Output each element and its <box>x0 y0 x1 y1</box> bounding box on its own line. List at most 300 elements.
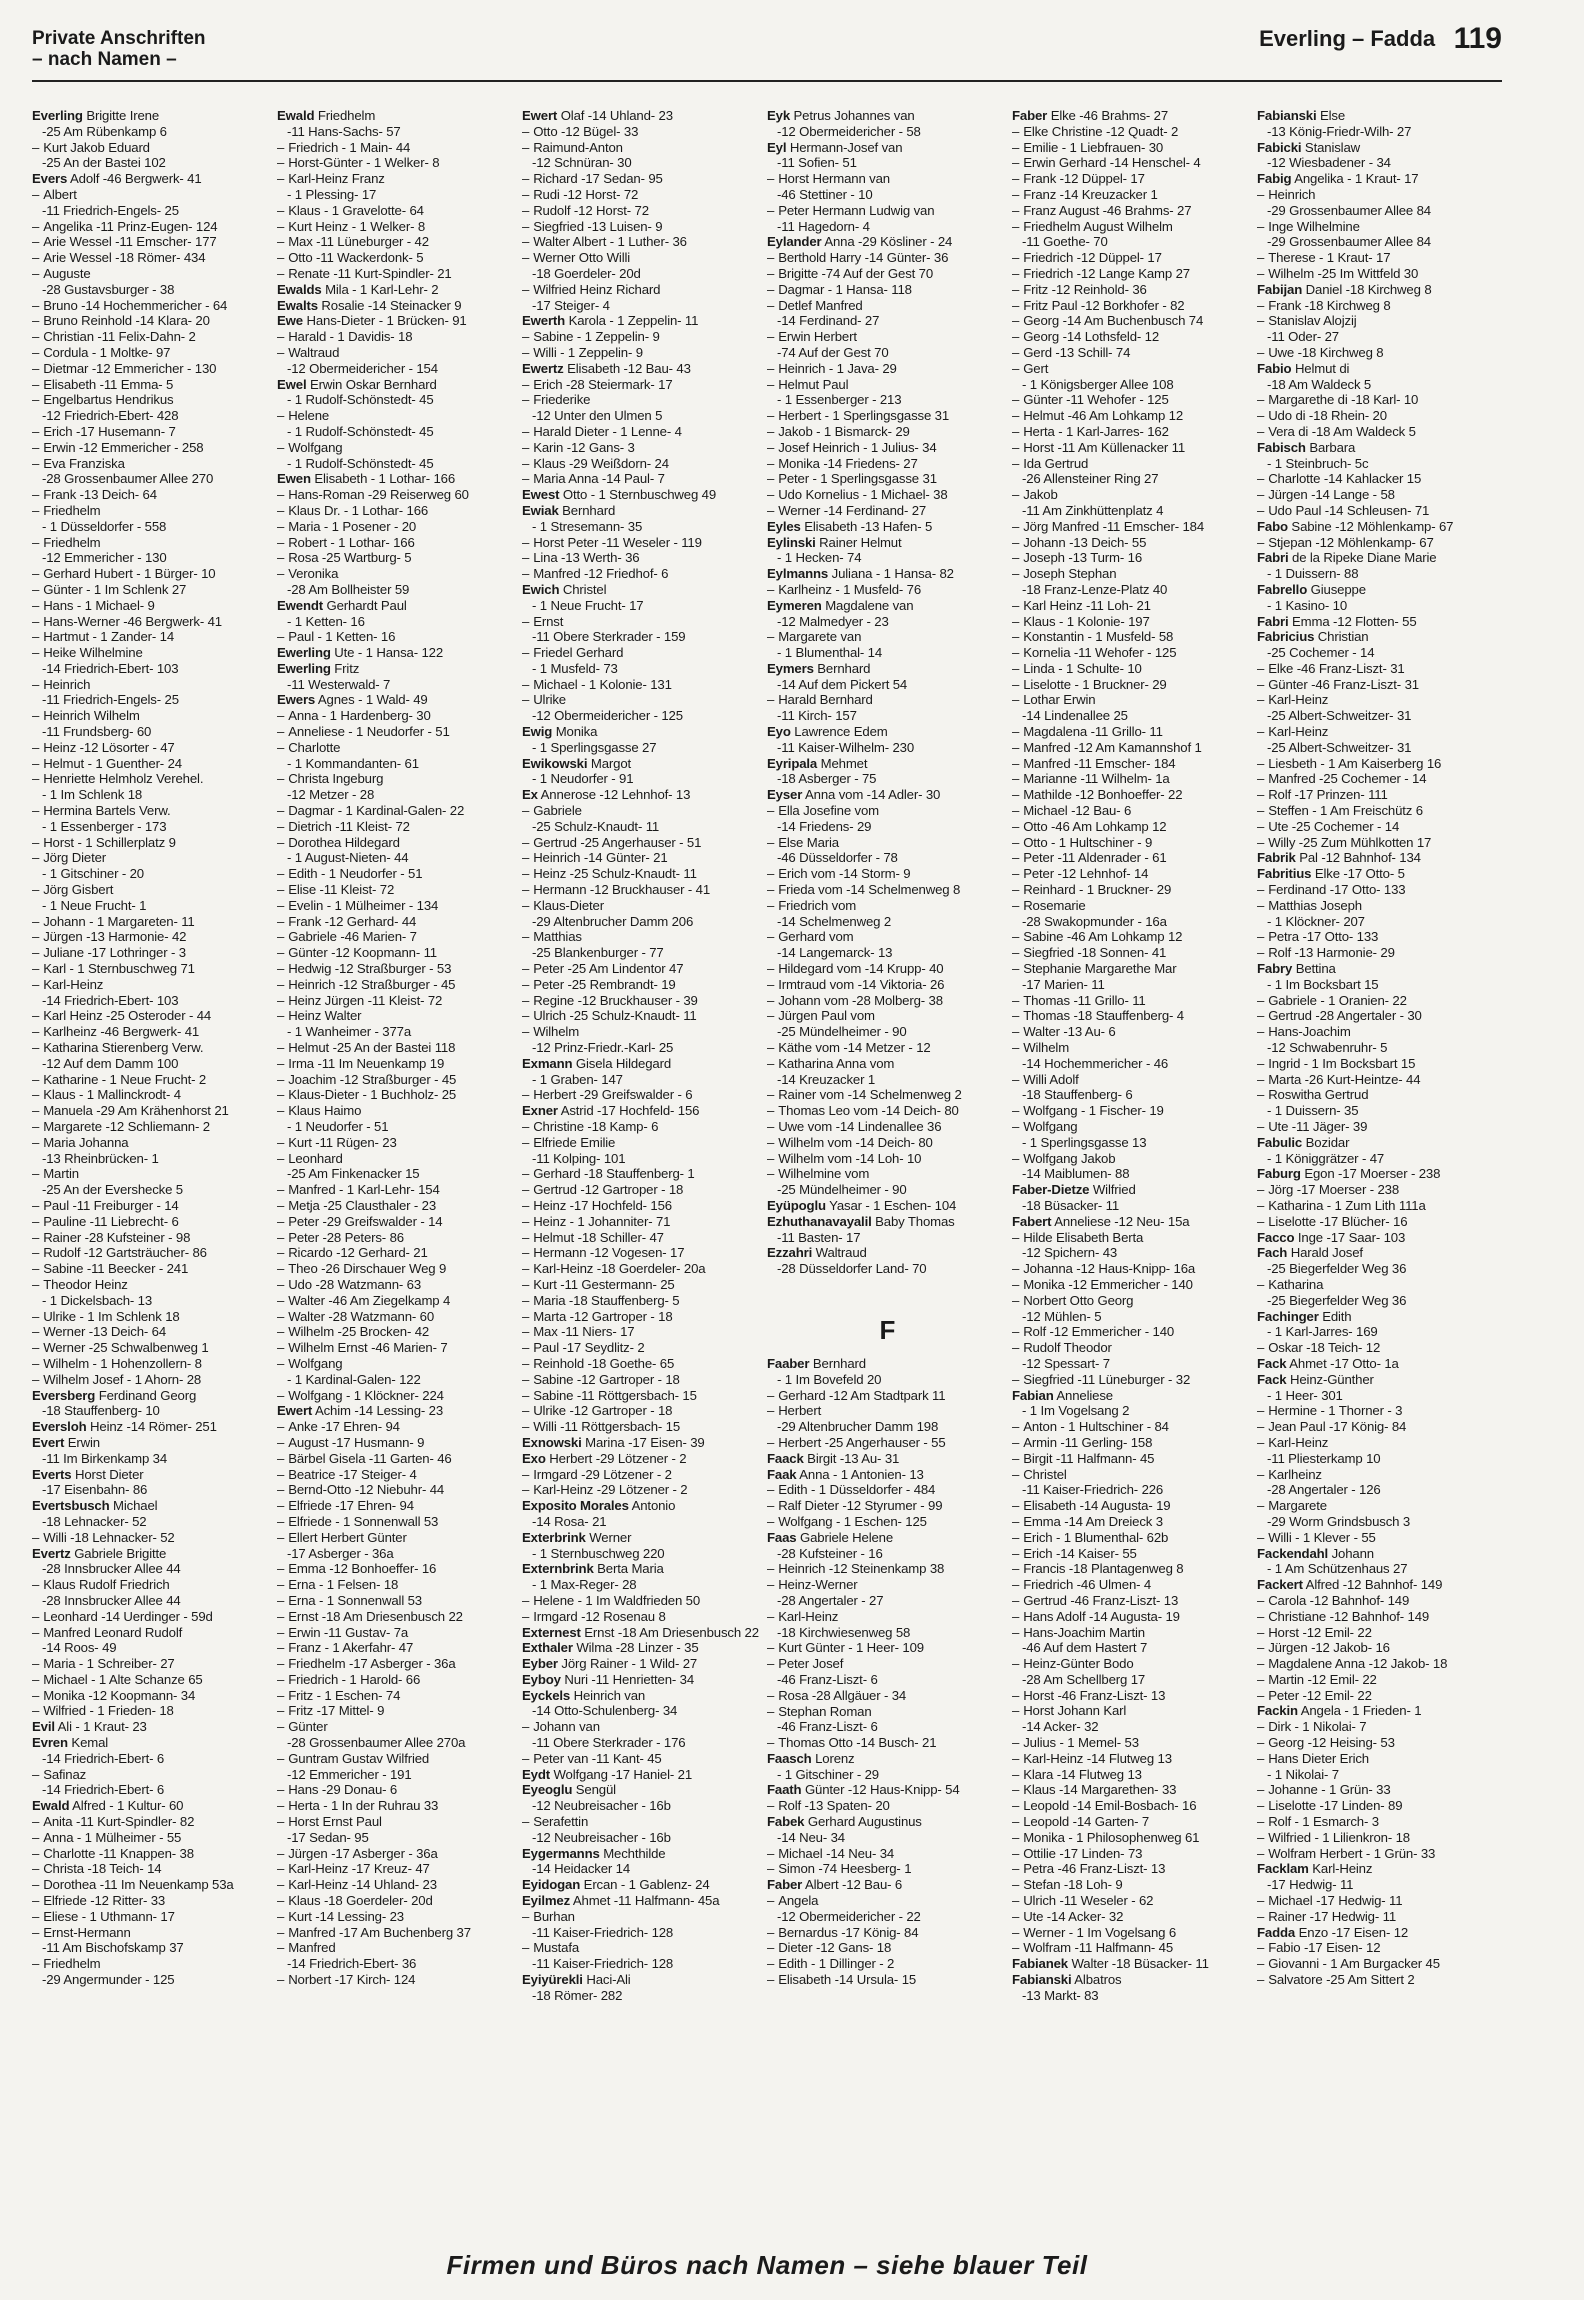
entry-text: Mustafa <box>533 1940 580 1956</box>
entry-text: Wolfgang - 1 Eschen- 125 <box>778 1513 927 1529</box>
entry-dash: – <box>277 882 285 898</box>
entry-text: Reinhard - 1 Bruckner- 29 <box>1023 882 1172 898</box>
sub-entry <box>277 977 518 993</box>
entry-text: Robert - 1 Lothar- 166 <box>288 534 415 550</box>
sub-entry <box>1012 1688 1253 1704</box>
entry-dash: – <box>32 913 40 929</box>
sub-entry <box>1012 1861 1253 1877</box>
surname-entry <box>767 519 1008 535</box>
sub-entry <box>277 1625 518 1641</box>
sub-entry <box>522 1008 763 1024</box>
sub-entry <box>522 898 763 914</box>
surname-entry <box>522 1103 763 1119</box>
entry-text: Mehmet <box>820 755 868 771</box>
surname: Ewiak <box>522 502 559 518</box>
address-line: - 1 Graben- 147 <box>532 1071 623 1087</box>
surname: Ewertz <box>522 360 564 376</box>
sub-entry <box>1012 329 1253 345</box>
entry-text: Hildegard vom -14 Krupp- 40 <box>778 961 944 977</box>
entry-text: Walter -18 Büsacker- 11 <box>1071 1956 1209 1972</box>
address-line: -25 Cochemer - 14 <box>1267 645 1375 661</box>
entry-text: Peter -12 Emil- 22 <box>1268 1687 1372 1703</box>
entry-dash: – <box>277 818 285 834</box>
entry-text: Lina -13 Werth- 36 <box>533 550 640 566</box>
entry-dash: – <box>522 1592 530 1608</box>
sub-entry <box>522 377 763 393</box>
surname: Eyk <box>767 108 791 123</box>
surname: Fabianski <box>1012 1972 1072 1988</box>
address-line: -29 Grossenbaumer Allee 84 <box>1267 202 1431 218</box>
address-line: - 1 Kardinal-Galen- 122 <box>287 1371 421 1387</box>
sub-entry <box>522 1719 763 1735</box>
surname: Ewel <box>277 376 307 392</box>
entry-text: Wolfram -11 Halfmann- 45 <box>1023 1940 1174 1956</box>
sub-entry <box>1012 1893 1253 1909</box>
entry-text: Martin -12 Emil- 22 <box>1268 1671 1377 1687</box>
entry-text: Heinz Walter <box>288 1008 362 1024</box>
entry-text: Otto - 1 Sternbuschweg 49 <box>562 487 717 503</box>
address-line: -25 Am Rübenkamp 6 <box>42 123 167 139</box>
entry-text: Heinrich Wilhelm <box>43 708 140 724</box>
entry-text: Ingrid - 1 Im Bocksbart 15 <box>1268 1055 1416 1071</box>
entry-dash: – <box>767 1608 775 1624</box>
entry-dash: – <box>32 1671 40 1687</box>
entry-text: Angelika -11 Prinz-Eugen- 124 <box>43 218 218 234</box>
entry-dash: – <box>1012 724 1020 740</box>
entry-text: Marianne -11 Wilhelm- 1a <box>1023 771 1170 787</box>
sub-entry <box>767 440 1008 456</box>
address-line: -46 Franz-Liszt- 6 <box>777 1671 878 1687</box>
entry-text: Klaus Haimo <box>288 1103 362 1119</box>
entry-text: Maria Johanna <box>43 1134 129 1150</box>
sub-entry <box>32 929 273 945</box>
surname: Eymers <box>767 660 814 676</box>
surname-entry <box>32 1735 273 1751</box>
surname-entry <box>522 313 763 329</box>
entry-dash: – <box>277 708 285 724</box>
sub-entry <box>32 424 273 440</box>
sub-entry <box>1012 1530 1253 1546</box>
surname-entry <box>277 313 518 329</box>
entry-text: Anneliese <box>1056 1387 1113 1403</box>
sub-entry <box>767 1103 1008 1119</box>
surname: Ewalts <box>277 297 318 313</box>
address-line: -11 Obere Sterkrader - 159 <box>532 629 686 645</box>
entry-text: Uwe -18 Kirchweg 8 <box>1268 344 1384 360</box>
entry-text: Peter - 1 Sperlingsgasse 31 <box>778 471 937 487</box>
entry-dash: – <box>32 502 40 518</box>
sub-entry <box>277 1072 518 1088</box>
surname-entry <box>32 108 273 124</box>
entry-text: Friedhelm <box>43 1956 101 1972</box>
sub-entry <box>32 298 273 314</box>
address-line: - 1 Blumenthal- 14 <box>777 645 883 661</box>
entry-dash: – <box>277 1624 285 1640</box>
sub-entry <box>32 945 273 961</box>
sub-entry <box>522 803 763 819</box>
entry-dash: – <box>522 471 530 487</box>
sub-entry <box>1012 1230 1253 1246</box>
entry-dash: – <box>1012 645 1020 661</box>
sub-entry <box>1012 250 1253 266</box>
entry-text: Waltraud <box>288 344 340 360</box>
entry-text: Wilhelm -25 Im Wittfeld 30 <box>1268 265 1419 281</box>
entry-text: Inge Wilhelmine <box>1268 218 1360 234</box>
sub-entry <box>522 329 763 345</box>
sub-entry <box>277 819 518 835</box>
entry-text: Rolf -13 Harmonie- 29 <box>1268 945 1395 961</box>
sub-entry <box>1257 1735 1498 1751</box>
sub-entry <box>277 1814 518 1830</box>
entry-text: Elfriede Emilie <box>533 1134 616 1150</box>
entry-dash: – <box>1257 1750 1265 1766</box>
entry-text: Horst - 1 Schillerplatz 9 <box>43 834 176 850</box>
entry-dash: – <box>522 1245 530 1261</box>
entry-text: Wolfgang Jakob <box>1023 1150 1116 1166</box>
entry-dash: – <box>767 1150 775 1166</box>
entry-dash: – <box>767 929 775 945</box>
sub-entry <box>767 898 1008 914</box>
entry-dash: – <box>277 629 285 645</box>
entry-text: Gerhard Hubert - 1 Bürger- 10 <box>43 566 216 582</box>
entry-text: Renate -11 Kurt-Spindler- 21 <box>288 265 452 281</box>
entry-dash: – <box>1257 1403 1265 1419</box>
sub-entry <box>1257 993 1498 1009</box>
entry-text: Irma -11 Im Neuenkamp 19 <box>288 1055 445 1071</box>
entry-dash: – <box>277 1608 285 1624</box>
entry-dash: – <box>522 1371 530 1387</box>
sub-entry <box>522 456 763 472</box>
entry-text: Reinhold -18 Goethe- 65 <box>533 1355 675 1371</box>
entry-text: Hermine - 1 Thorner - 3 <box>1268 1403 1403 1419</box>
entry-dash: – <box>522 1324 530 1340</box>
surname: Evren <box>32 1735 68 1751</box>
surname: Ewig <box>522 724 553 740</box>
entry-text: Ercan - 1 Gablenz- 24 <box>583 1877 710 1893</box>
surname-entry <box>1257 614 1498 630</box>
entry-dash: – <box>1257 1529 1265 1545</box>
sub-entry <box>767 803 1008 819</box>
sub-entry <box>32 614 273 630</box>
sub-entry <box>1257 1798 1498 1814</box>
surname: Eymeren <box>767 597 822 613</box>
sub-entry <box>277 1846 518 1862</box>
entry-dash: – <box>277 1924 285 1940</box>
entry-text: Karl Heinz -11 Loh- 21 <box>1023 597 1151 613</box>
sub-entry <box>277 1751 518 1767</box>
sub-entry <box>767 1435 1008 1451</box>
entry-text: Alfred - 1 Kultur- 60 <box>72 1798 184 1814</box>
sub-entry <box>1012 803 1253 819</box>
surname-entry <box>32 1798 273 1814</box>
surname-entry <box>1012 108 1253 124</box>
address-line: -28 Düsseldorfer Land- 70 <box>777 1261 927 1277</box>
sub-entry <box>767 1514 1008 1530</box>
page-range <box>1259 22 1502 56</box>
entry-text: Gertrud -28 Angertaler - 30 <box>1268 1008 1422 1024</box>
sub-entry <box>32 1309 273 1325</box>
entry-dash: – <box>767 1561 775 1577</box>
address-line: -18 Lehnacker- 52 <box>42 1513 147 1529</box>
entry-text: Klaus-Dieter <box>533 897 604 913</box>
entry-text: Oskar -18 Teich- 12 <box>1268 1340 1381 1356</box>
entry-dash: – <box>1012 1450 1020 1466</box>
entry-text: Petra -46 Franz-Liszt- 13 <box>1023 1861 1166 1877</box>
entry-dash: – <box>32 1134 40 1150</box>
surname-entry <box>32 1719 273 1735</box>
surname: Eversberg <box>32 1387 96 1403</box>
entry-dash: – <box>32 234 40 250</box>
entry-text: Christa -18 Teich- 14 <box>43 1861 162 1877</box>
surname-entry <box>522 787 763 803</box>
entry-text: Friedhelm August Wilhelm <box>1023 218 1173 234</box>
surname: Ewalds <box>277 281 322 297</box>
entry-dash: – <box>522 1308 530 1324</box>
entry-text: Günter -12 Koopmann- 11 <box>288 945 437 961</box>
entry-text: Willi - 1 Zeppelin- 9 <box>533 344 643 360</box>
address-line: -11 Westerwald- 7 <box>287 676 391 692</box>
sub-entry <box>32 771 273 787</box>
entry-dash: – <box>522 1213 530 1229</box>
entry-dash: – <box>1257 250 1265 266</box>
directory-column <box>767 108 1012 2218</box>
entry-text: Thomas -11 Grillo- 11 <box>1023 992 1146 1008</box>
sub-entry <box>767 1893 1008 1909</box>
sub-entry <box>522 424 763 440</box>
entry-dash: – <box>32 313 40 329</box>
entry-text: Bernhard <box>562 502 616 518</box>
surname-entry <box>522 1782 763 1798</box>
address-line: - 1 Hecken- 74 <box>777 550 862 566</box>
sub-entry <box>277 535 518 551</box>
entry-text: Leonhard <box>288 1150 343 1166</box>
sub-entry <box>32 187 273 203</box>
sub-entry <box>767 961 1008 977</box>
sub-entry <box>1257 803 1498 819</box>
sub-entry <box>767 1735 1008 1751</box>
entry-text: Horst-Günter - 1 Welker- 8 <box>288 155 440 171</box>
sub-entry <box>32 1925 273 1941</box>
entry-dash: – <box>767 1119 775 1134</box>
entry-dash: – <box>1257 265 1265 281</box>
entry-dash: – <box>277 771 285 787</box>
sub-entry <box>1257 250 1498 266</box>
entry-text: Karl - 1 Sternbuschweg 71 <box>43 961 195 977</box>
sub-entry <box>1257 1198 1498 1214</box>
entry-text: Yasar - 1 Eschen- 104 <box>829 1197 957 1213</box>
entry-text: Maria - 1 Schreiber- 27 <box>43 1656 175 1672</box>
entry-text: Friedhelm <box>317 108 376 123</box>
sub-entry <box>277 219 518 235</box>
entry-text: Wilhelmine vom <box>778 1166 870 1182</box>
sub-entry <box>767 929 1008 945</box>
entry-text: Albert <box>43 186 77 202</box>
sub-entry <box>1012 1435 1253 1451</box>
entry-text: Rainer -28 Kufsteiner - 98 <box>43 1229 191 1245</box>
entry-dash: – <box>1257 1071 1265 1087</box>
entry-text: Rolf -17 Prinzen- 111 <box>1268 787 1388 803</box>
entry-dash: – <box>32 1166 40 1182</box>
entry-text: Liselotte - 1 Bruckner- 29 <box>1023 676 1167 692</box>
entry-dash: – <box>1012 313 1020 329</box>
entry-text: Leopold -14 Emil-Bosbach- 16 <box>1023 1798 1197 1814</box>
entry-dash: – <box>522 250 530 266</box>
entry-text: Steffen - 1 Am Freischütz 6 <box>1268 803 1423 819</box>
entry-text: Gabriele Brigitte <box>74 1545 167 1561</box>
surname-entry <box>32 1467 273 1483</box>
entry-dash: – <box>277 218 285 234</box>
entry-text: Achim -14 Lessing- 23 <box>314 1403 444 1419</box>
entry-dash: – <box>522 850 530 866</box>
sub-entry <box>522 1198 763 1214</box>
sub-entry <box>1257 298 1498 314</box>
surname-entry <box>767 1782 1008 1798</box>
entry-text: Thomas Otto -14 Busch- 21 <box>778 1735 937 1751</box>
surname-entry <box>767 1814 1008 1830</box>
sub-entry <box>522 1340 763 1356</box>
surname-entry <box>767 234 1008 250</box>
address-line: -25 Am Finkenacker 15 <box>287 1166 420 1182</box>
entry-text: Franz - 1 Akerfahr- 47 <box>288 1640 414 1656</box>
sub-entry <box>32 1877 273 1893</box>
sub-entry <box>277 155 518 171</box>
entry-dash: – <box>522 1340 530 1356</box>
entry-text: Marina -17 Eisen- 39 <box>585 1434 705 1450</box>
entry-text: Edith - 1 Dillinger - 2 <box>778 1956 895 1972</box>
surname: Exterbrink <box>522 1529 586 1545</box>
entry-dash: – <box>767 1498 775 1514</box>
address-line: -14 Hochemmericher - 46 <box>1022 1055 1169 1071</box>
entry-dash: – <box>767 1055 775 1071</box>
sub-entry <box>32 503 273 519</box>
entry-text: Werner <box>589 1529 632 1545</box>
entry-dash: – <box>522 1419 530 1435</box>
address-line: -29 Grossenbaumer Allee 84 <box>1267 234 1431 250</box>
entry-text: Willi Adolf <box>1023 1071 1079 1087</box>
entry-dash: – <box>277 1387 285 1403</box>
surname: Ewikowski <box>522 755 588 771</box>
surname: Eyles <box>767 518 801 534</box>
entry-text: Hedwig -12 Straßburger - 53 <box>288 961 452 977</box>
sub-entry <box>277 835 518 851</box>
surname-entry <box>32 1388 273 1404</box>
sub-entry <box>32 1024 273 1040</box>
sub-entry <box>1012 171 1253 187</box>
entry-text: Alfred -12 Bahnhof- 149 <box>1305 1577 1443 1593</box>
sub-entry <box>277 1482 518 1498</box>
surname: Facklam <box>1257 1861 1309 1877</box>
sub-entry <box>1012 771 1253 787</box>
entry-dash: – <box>277 1324 285 1340</box>
address-line: -12 Wiesbadener - 34 <box>1267 155 1391 171</box>
surname-entry <box>1257 1166 1498 1182</box>
entry-text: Erich - 1 Blumenthal- 62b <box>1023 1529 1169 1545</box>
surname-entry <box>1257 140 1498 156</box>
entry-dash: – <box>1257 787 1265 803</box>
entry-dash: – <box>1012 882 1020 898</box>
surname-entry <box>1257 171 1498 187</box>
sub-entry <box>277 1514 518 1530</box>
address-line: -11 Im Birkenkamp 34 <box>42 1450 168 1466</box>
entry-dash: – <box>767 882 775 898</box>
surname: Fabio <box>1257 360 1292 376</box>
entry-text: Daniel -18 Kirchweg 8 <box>1305 281 1432 297</box>
sub-entry <box>277 1087 518 1103</box>
entry-dash: – <box>1257 1814 1265 1830</box>
entry-dash: – <box>277 155 285 171</box>
entry-text: Elisabeth -14 Ursula- 15 <box>778 1972 917 1988</box>
entry-dash: – <box>1012 660 1020 676</box>
address-line: -11 Frundsberg- 60 <box>42 724 152 740</box>
address-line: -25 Biegerfelder Weg 36 <box>1267 1261 1407 1277</box>
surname-entry <box>1257 108 1498 124</box>
surname-entry <box>522 361 763 377</box>
entry-dash: – <box>277 518 285 534</box>
sub-entry <box>277 708 518 724</box>
entry-text: Emma -12 Flotten- 55 <box>1292 613 1417 629</box>
sub-entry <box>522 1309 763 1325</box>
sub-entry <box>1012 298 1253 314</box>
entry-dash: – <box>522 676 530 692</box>
entry-text: Siegfried -11 Lüneburger - 32 <box>1023 1371 1191 1387</box>
surname-entry <box>1257 1577 1498 1593</box>
entry-text: Anita -11 Kurt-Spindler- 82 <box>43 1814 195 1830</box>
sub-entry <box>522 1467 763 1483</box>
address-line: -11 Friedrich-Engels- 25 <box>42 692 179 708</box>
sub-entry <box>32 345 273 361</box>
entry-dash: – <box>277 1798 285 1814</box>
entry-dash: – <box>522 613 530 629</box>
sub-entry <box>1012 535 1253 551</box>
entry-dash: – <box>522 344 530 360</box>
entry-dash: – <box>1012 1624 1020 1640</box>
entry-dash: – <box>1257 502 1265 518</box>
entry-text: Michael <box>113 1498 158 1514</box>
sub-entry <box>277 1182 518 1198</box>
entry-dash: – <box>767 1434 775 1450</box>
sub-entry <box>32 1830 273 1846</box>
entry-dash: – <box>277 1071 285 1087</box>
entry-dash: – <box>522 439 530 455</box>
surname: Fabianek <box>1012 1956 1068 1972</box>
surname: Fabicki <box>1257 139 1302 155</box>
sub-entry <box>1012 1024 1253 1040</box>
surname: Ewest <box>522 487 560 503</box>
entry-dash: – <box>1257 392 1265 408</box>
sub-entry <box>522 1482 763 1498</box>
address-line: -14 Friedrich-Ebert- 36 <box>287 1956 417 1972</box>
address-line: -12 Obermeidericher - 58 <box>777 123 921 139</box>
entry-dash: – <box>522 692 530 708</box>
entry-text: Peter Hermann Ludwig van <box>778 202 935 218</box>
entry-text: Brigitte -74 Auf der Gest 70 <box>778 265 934 281</box>
surname-entry <box>522 1530 763 1546</box>
entry-dash: – <box>522 1276 530 1292</box>
entry-dash: – <box>277 1150 285 1166</box>
entry-text: Regine -12 Bruckhauser - 39 <box>533 992 698 1008</box>
entry-dash: – <box>32 1024 40 1040</box>
section-title-line2: – nach Namen – <box>32 49 177 70</box>
address-line: -29 Altenbrucher Damm 198 <box>777 1419 939 1435</box>
sub-entry <box>1012 661 1253 677</box>
entry-dash: – <box>522 1482 530 1498</box>
sub-entry <box>32 1230 273 1246</box>
entry-text: Michael -12 Bau- 6 <box>1023 803 1132 819</box>
entry-text: Wilhelm <box>1023 1040 1070 1056</box>
entry-dash: – <box>1012 155 1020 171</box>
entry-text: Karl-Heinz -29 Lötzener - 2 <box>533 1482 688 1498</box>
surname: Faak <box>767 1466 797 1482</box>
